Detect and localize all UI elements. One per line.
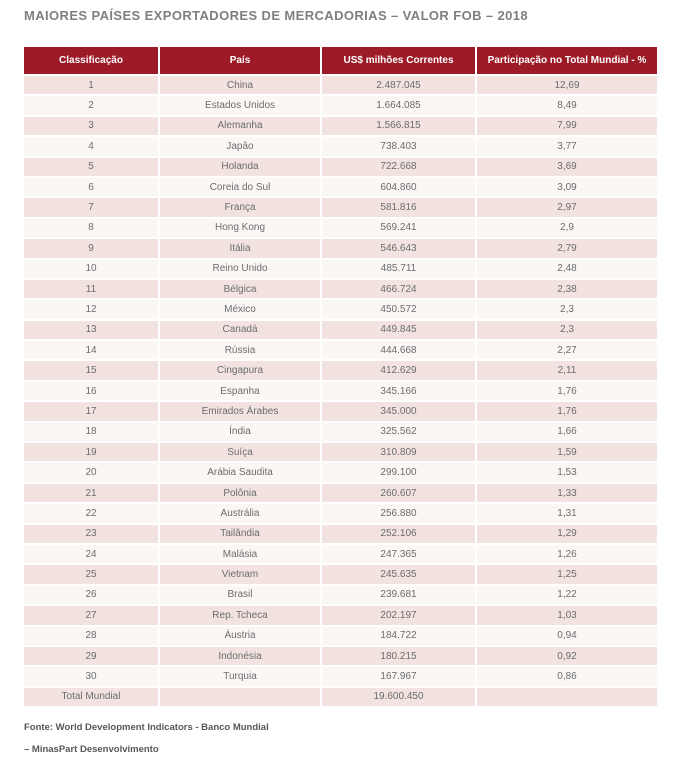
rank-cell: 21 [24, 484, 160, 504]
value-cell: 485.711 [322, 260, 477, 280]
rank-cell: 17 [24, 402, 160, 422]
source-note: Fonte: World Development Indicators - Banco Mundial [24, 722, 269, 733]
table-header [24, 47, 657, 76]
value-cell: 604.860 [322, 178, 477, 198]
country-cell: Coreia do Sul [160, 178, 322, 198]
table-row [24, 443, 657, 463]
country-cell: Tailândia [160, 525, 322, 545]
country-cell: Hong Kong [160, 219, 322, 239]
column-header-share: Participação no Total Mundial - % [477, 47, 657, 76]
country-cell: México [160, 300, 322, 320]
value-cell: 256.880 [322, 504, 477, 524]
country-cell: Rússia [160, 341, 322, 361]
rank-cell: 8 [24, 219, 160, 239]
country-cell: Japão [160, 137, 322, 157]
table-row [24, 117, 657, 137]
value-cell: 449.845 [322, 321, 477, 341]
country-cell: Emirados Árabes [160, 402, 322, 422]
share-cell: 2,48 [477, 260, 657, 280]
table-row [24, 280, 657, 300]
share-cell: 7,99 [477, 117, 657, 137]
value-cell: 299.100 [322, 463, 477, 483]
table-row [24, 627, 657, 647]
country-cell: Reino Unido [160, 260, 322, 280]
value-cell: 310.809 [322, 443, 477, 463]
table-row [24, 198, 657, 218]
value-cell: 2.487.045 [322, 76, 477, 96]
rank-cell: 7 [24, 198, 160, 218]
country-cell: Malásia [160, 545, 322, 565]
table-row [24, 565, 657, 585]
share-cell: 1,31 [477, 504, 657, 524]
share-cell: 0,86 [477, 667, 657, 687]
table-row [24, 321, 657, 341]
share-cell: 1,03 [477, 606, 657, 626]
rank-cell: 23 [24, 525, 160, 545]
share-cell: 1,26 [477, 545, 657, 565]
table-row [24, 137, 657, 157]
share-cell: 1,29 [477, 525, 657, 545]
rank-cell: 18 [24, 423, 160, 443]
column-header-value: US$ milhões Correntes [322, 47, 477, 76]
share-cell: 1,22 [477, 586, 657, 606]
share-cell: 0,94 [477, 627, 657, 647]
share-cell: 2,27 [477, 341, 657, 361]
rank-cell: 6 [24, 178, 160, 198]
value-cell: 345.166 [322, 382, 477, 402]
country-cell: Holanda [160, 158, 322, 178]
rank-cell: 22 [24, 504, 160, 524]
table-row [24, 219, 657, 239]
table-row [24, 76, 657, 96]
share-cell: 2,3 [477, 321, 657, 341]
share-cell: 1,66 [477, 423, 657, 443]
country-cell: Índia [160, 423, 322, 443]
table-row [24, 647, 657, 667]
share-cell: 2,11 [477, 361, 657, 381]
share-cell: 2,3 [477, 300, 657, 320]
share-cell: 2,79 [477, 239, 657, 259]
table-row [24, 96, 657, 116]
rank-cell: 20 [24, 463, 160, 483]
total-rank-cell: Total Mundial [24, 688, 160, 708]
value-cell: 722.668 [322, 158, 477, 178]
share-cell: 1,59 [477, 443, 657, 463]
country-cell: China [160, 76, 322, 96]
table-row [24, 545, 657, 565]
share-cell: 1,53 [477, 463, 657, 483]
total-value-cell: 19.600.450 [322, 688, 477, 708]
rank-cell: 29 [24, 647, 160, 667]
value-cell: 466.724 [322, 280, 477, 300]
country-cell: Rep. Tcheca [160, 606, 322, 626]
rank-cell: 30 [24, 667, 160, 687]
share-cell: 2,9 [477, 219, 657, 239]
share-cell: 3,69 [477, 158, 657, 178]
country-cell: Turquia [160, 667, 322, 687]
rank-cell: 4 [24, 137, 160, 157]
total-share-cell [477, 688, 657, 708]
rank-cell: 3 [24, 117, 160, 137]
rank-cell: 27 [24, 606, 160, 626]
share-cell: 1,76 [477, 402, 657, 422]
value-cell: 325.562 [322, 423, 477, 443]
rank-cell: 15 [24, 361, 160, 381]
value-cell: 247.365 [322, 545, 477, 565]
value-cell: 345.000 [322, 402, 477, 422]
value-cell: 184.722 [322, 627, 477, 647]
rank-cell: 11 [24, 280, 160, 300]
country-cell: Arábia Saudita [160, 463, 322, 483]
table-row [24, 606, 657, 626]
table-row [24, 423, 657, 443]
rank-cell: 12 [24, 300, 160, 320]
exporters-table [24, 47, 657, 708]
rank-cell: 24 [24, 545, 160, 565]
country-cell: França [160, 198, 322, 218]
rank-cell: 28 [24, 627, 160, 647]
value-cell: 260.607 [322, 484, 477, 504]
table-row [24, 402, 657, 422]
country-cell: Canadá [160, 321, 322, 341]
country-cell: Austrália [160, 504, 322, 524]
column-header-country: País [160, 47, 322, 76]
table-row [24, 239, 657, 259]
column-header-rank: Classificação [24, 47, 160, 76]
publisher-note: – MinasPart Desenvolvimento [24, 744, 159, 755]
table-row [24, 341, 657, 361]
table-row [24, 382, 657, 402]
country-cell: Espanha [160, 382, 322, 402]
table-row [24, 525, 657, 545]
country-cell: Indonésia [160, 647, 322, 667]
value-cell: 202.197 [322, 606, 477, 626]
country-cell: Alemanha [160, 117, 322, 137]
share-cell: 1,76 [477, 382, 657, 402]
country-cell: Bélgica [160, 280, 322, 300]
value-cell: 1.664.085 [322, 96, 477, 116]
value-cell: 581.816 [322, 198, 477, 218]
rank-cell: 25 [24, 565, 160, 585]
total-row [24, 688, 657, 708]
value-cell: 239.681 [322, 586, 477, 606]
table-row [24, 178, 657, 198]
total-country-cell [160, 688, 322, 708]
share-cell: 3,09 [477, 178, 657, 198]
value-cell: 450.572 [322, 300, 477, 320]
share-cell: 2,38 [477, 280, 657, 300]
table-row [24, 300, 657, 320]
share-cell: 1,25 [477, 565, 657, 585]
share-cell: 2,97 [477, 198, 657, 218]
share-cell: 1,33 [477, 484, 657, 504]
country-cell: Suíça [160, 443, 322, 463]
value-cell: 412.629 [322, 361, 477, 381]
rank-cell: 1 [24, 76, 160, 96]
table-header-row [24, 47, 657, 76]
value-cell: 569.241 [322, 219, 477, 239]
table-row [24, 361, 657, 381]
rank-cell: 9 [24, 239, 160, 259]
share-cell: 3,77 [477, 137, 657, 157]
table-row [24, 463, 657, 483]
country-cell: Cingapura [160, 361, 322, 381]
value-cell: 245.635 [322, 565, 477, 585]
country-cell: Vietnam [160, 565, 322, 585]
rank-cell: 26 [24, 586, 160, 606]
table-row [24, 158, 657, 178]
rank-cell: 19 [24, 443, 160, 463]
rank-cell: 5 [24, 158, 160, 178]
country-cell: Brasil [160, 586, 322, 606]
value-cell: 167.967 [322, 667, 477, 687]
country-cell: Áustria [160, 627, 322, 647]
rank-cell: 14 [24, 341, 160, 361]
share-cell: 8,49 [477, 96, 657, 116]
rank-cell: 16 [24, 382, 160, 402]
value-cell: 444.668 [322, 341, 477, 361]
table-row [24, 667, 657, 687]
share-cell: 12,69 [477, 76, 657, 96]
value-cell: 252.106 [322, 525, 477, 545]
table-body [24, 76, 657, 708]
value-cell: 546.643 [322, 239, 477, 259]
table-row [24, 484, 657, 504]
table-row [24, 586, 657, 606]
table-row [24, 504, 657, 524]
table-row [24, 260, 657, 280]
rank-cell: 13 [24, 321, 160, 341]
value-cell: 180.215 [322, 647, 477, 667]
share-cell: 0,92 [477, 647, 657, 667]
country-cell: Itália [160, 239, 322, 259]
page-title: MAIORES PAÍSES EXPORTADORES DE MERCADORIAS – VALOR FOB – 2018 [24, 8, 529, 23]
country-cell: Estados Unidos [160, 96, 322, 116]
value-cell: 1.566.815 [322, 117, 477, 137]
value-cell: 738.403 [322, 137, 477, 157]
rank-cell: 10 [24, 260, 160, 280]
country-cell: Polônia [160, 484, 322, 504]
rank-cell: 2 [24, 96, 160, 116]
